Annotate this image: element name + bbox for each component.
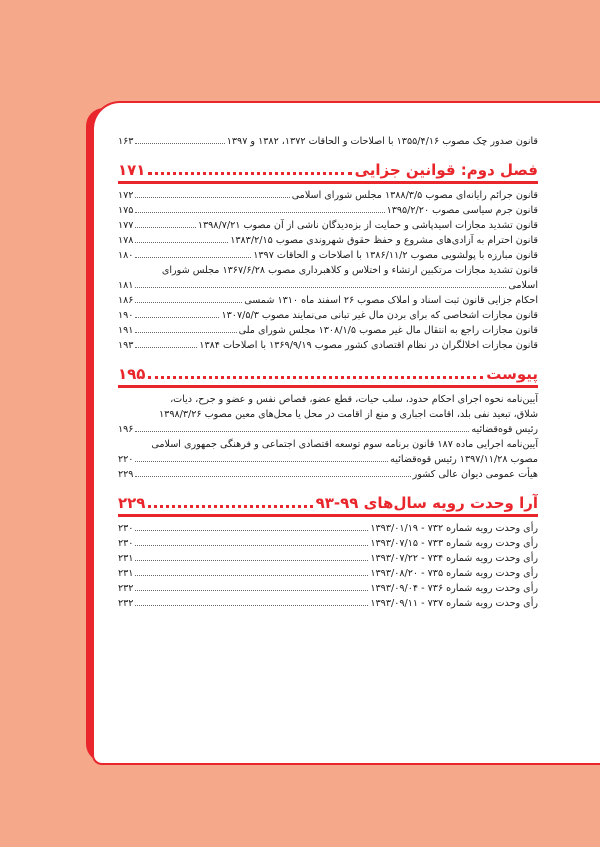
entry-title: قانون مجازات اشخاصی که برای بردن مال غیر تبانی می‌نمایند مصوب ۱۳۰۷/۵/۳ [221, 310, 538, 321]
leader-dots [135, 242, 228, 243]
leader-dots [135, 560, 368, 561]
toc-entry[interactable] [118, 536, 538, 551]
page-number: ۱۷۷ [118, 220, 134, 231]
entry-title-line: قانون تشدید مجازات مرتکبین ارتشاء و اختلاس و کلاهبرداری مصوب ۱۳۶۷/۶/۲۸ مجلس شورای [161, 265, 538, 276]
entry-title: رأی وحدت رویه شماره ۷۳۳ - ۱۳۹۳/۰۷/۱۵ [370, 538, 538, 549]
page-number: ۲۳۲ [118, 583, 134, 594]
page-number: ۲۲۹ [118, 469, 134, 480]
entry-title: هیأت عمومی دیوان عالی کشور [412, 469, 538, 480]
page-number: ۲۲۹ [118, 494, 146, 512]
entry-title: قانون تشدید مجازات اسیدپاشی و حمایت از بزه‌دیدگان ناشی از آن مصوب ۱۳۹۸/۷/۲۱ [197, 220, 538, 231]
toc-entry-multiline[interactable] [118, 263, 538, 293]
entry-title-line: رئیس قوه‌قضائیه [471, 424, 538, 435]
toc-entry[interactable] [118, 467, 538, 482]
entry-title: قانون احترام به آزادی‌های مشروع و حفظ حقوق شهروندی مصوب ۱۳۸۳/۲/۱۵ [230, 235, 538, 246]
toc-entry[interactable] [118, 218, 538, 233]
entry-title-line: آیین‌نامه نحوه اجرای احکام حدود، سلب حیات، قطع عضو، قصاص نفس و عضو و جرح، دیات، [170, 394, 538, 405]
entry-title: رأی وحدت رویه شماره ۷۳۷ - ۱۳۹۳/۰۹/۱۱ [370, 598, 538, 609]
toc-entry[interactable] [118, 308, 538, 323]
page-number: ۱۹۰ [118, 310, 134, 321]
entry-title: قانون جرم سیاسی مصوب ۱۳۹۵/۲/۲۰ [386, 205, 538, 216]
table-of-contents [118, 134, 538, 611]
page-number: ۱۶۳ [118, 136, 134, 147]
toc-entry-multiline[interactable] [118, 437, 538, 467]
page-number: ۱۹۵ [118, 365, 146, 383]
leader-dots [135, 317, 219, 318]
section-title: آرا وحدت رویه سال‌های ۹۹-۹۳ [315, 494, 538, 512]
entry-title-line: مصوب ۱۳۹۷/۱۱/۲۸ رئیس قوه‌قضائیه [390, 454, 538, 465]
entry-title: قانون مجازات اخلالگران در نظام اقتصادی کشور مصوب ۱۳۶۹/۹/۱۹ با اصلاحات ۱۳۸۴ [199, 340, 538, 351]
entry-title: قانون مجازات راجع به انتقال مال غیر مصوب ۱۳۰۸/۱/۵ مجلس شورای ملی [238, 325, 538, 336]
toc-entry[interactable] [118, 293, 538, 308]
entry-title: قانون جرائم رایانه‌ای مصوب ۱۳۸۸/۳/۵ مجلس شورای اسلامی [291, 190, 538, 201]
leader-dots [135, 287, 506, 288]
toc-entry[interactable] [118, 134, 538, 149]
leader-dots [135, 347, 197, 348]
page-number: ۲۲۰ [118, 454, 134, 465]
toc-entry[interactable] [118, 338, 538, 353]
page-number: ۱۷۸ [118, 235, 134, 246]
section-heading[interactable] [118, 363, 538, 388]
leader-dots [148, 505, 312, 508]
toc-entry[interactable] [118, 521, 538, 536]
toc-entry[interactable] [118, 581, 538, 596]
section-title: فصل دوم: قوانین جزایی [354, 161, 538, 179]
leader-dots [135, 461, 388, 462]
entry-title-line: اسلامی [508, 280, 538, 291]
entry-title: رأی وحدت رویه شماره ۷۳۴ - ۱۳۹۳/۰۷/۲۲ [370, 553, 538, 564]
page-number: ۱۹۶ [118, 424, 134, 435]
leader-dots [148, 376, 483, 379]
leader-dots [135, 197, 289, 198]
page-number: ۲۳۱ [118, 568, 134, 579]
page-number: ۲۳۲ [118, 598, 134, 609]
toc-entry[interactable] [118, 566, 538, 581]
page-number: ۱۷۵ [118, 205, 134, 216]
toc-entry-multiline[interactable] [118, 392, 538, 437]
toc-entry[interactable] [118, 233, 538, 248]
entry-title: رأی وحدت رویه شماره ۷۳۵ - ۱۳۹۳/۰۸/۲۰ [370, 568, 538, 579]
leader-dots [135, 302, 242, 303]
toc-entry[interactable] [118, 203, 538, 218]
page-number: ۱۷۲ [118, 190, 134, 201]
leader-dots [135, 575, 368, 576]
page-number: ۱۹۱ [118, 325, 134, 336]
leader-dots [135, 545, 368, 546]
section-heading[interactable] [118, 159, 538, 184]
page-number: ۱۷۱ [118, 161, 146, 179]
toc-entry[interactable] [118, 551, 538, 566]
entry-title-line: آیین‌نامه اجرایی ماده ۱۸۷ قانون برنامه سوم توسعه اقتصادی اجتماعی و فرهنگی جمهوری اسلامی [151, 439, 538, 450]
entry-title: رأی وحدت رویه شماره ۷۳۲ - ۱۳۹۳/۰۱/۱۹ [370, 523, 538, 534]
leader-dots [135, 212, 384, 213]
leader-dots [135, 332, 236, 333]
section-title: پیوست [486, 365, 538, 383]
entry-title: قانون صدور چک مصوب ۱۳۵۵/۴/۱۶ با اصلاحات و الحاقات ۱۳۷۲، ۱۳۸۲ و ۱۳۹۷ [226, 136, 538, 147]
leader-dots [135, 227, 195, 228]
page-number: ۲۳۱ [118, 553, 134, 564]
page-number: ۱۹۳ [118, 340, 134, 351]
section-heading[interactable] [118, 492, 538, 517]
leader-dots [135, 431, 469, 432]
entry-title: احکام جزایی قانون ثبت اسناد و املاک مصوب ۲۶ اسفند ماه ۱۳۱۰ شمسی [244, 295, 538, 306]
toc-entry[interactable] [118, 188, 538, 203]
entry-title: رأی وحدت رویه شماره ۷۳۶ - ۱۳۹۳/۰۹/۰۴ [370, 583, 538, 594]
leader-dots [135, 143, 224, 144]
leader-dots [135, 590, 368, 591]
page-number: ۱۸۰ [118, 250, 134, 261]
toc-entry[interactable] [118, 248, 538, 263]
toc-entry[interactable] [118, 596, 538, 611]
leader-dots [135, 476, 410, 477]
page-number: ۱۸۶ [118, 295, 134, 306]
toc-entry[interactable] [118, 323, 538, 338]
page-number: ۲۳۰ [118, 538, 134, 549]
leader-dots [135, 257, 251, 258]
entry-title: قانون مبارزه با پولشویی مصوب ۱۳۸۶/۱۱/۲ با اصلاحات و الحاقات ۱۳۹۷ [253, 250, 538, 261]
leader-dots [148, 172, 351, 175]
entry-title-line: شلاق، تبعید نفی بلد، اقامت اجباری و منع از اقامت در محل یا محل‌های معین مصوب ۱۳۹۸/۳/۲۶ [159, 409, 538, 420]
page-number: ۲۳۰ [118, 523, 134, 534]
leader-dots [135, 530, 368, 531]
page-number: ۱۸۱ [118, 280, 134, 291]
leader-dots [135, 605, 368, 606]
